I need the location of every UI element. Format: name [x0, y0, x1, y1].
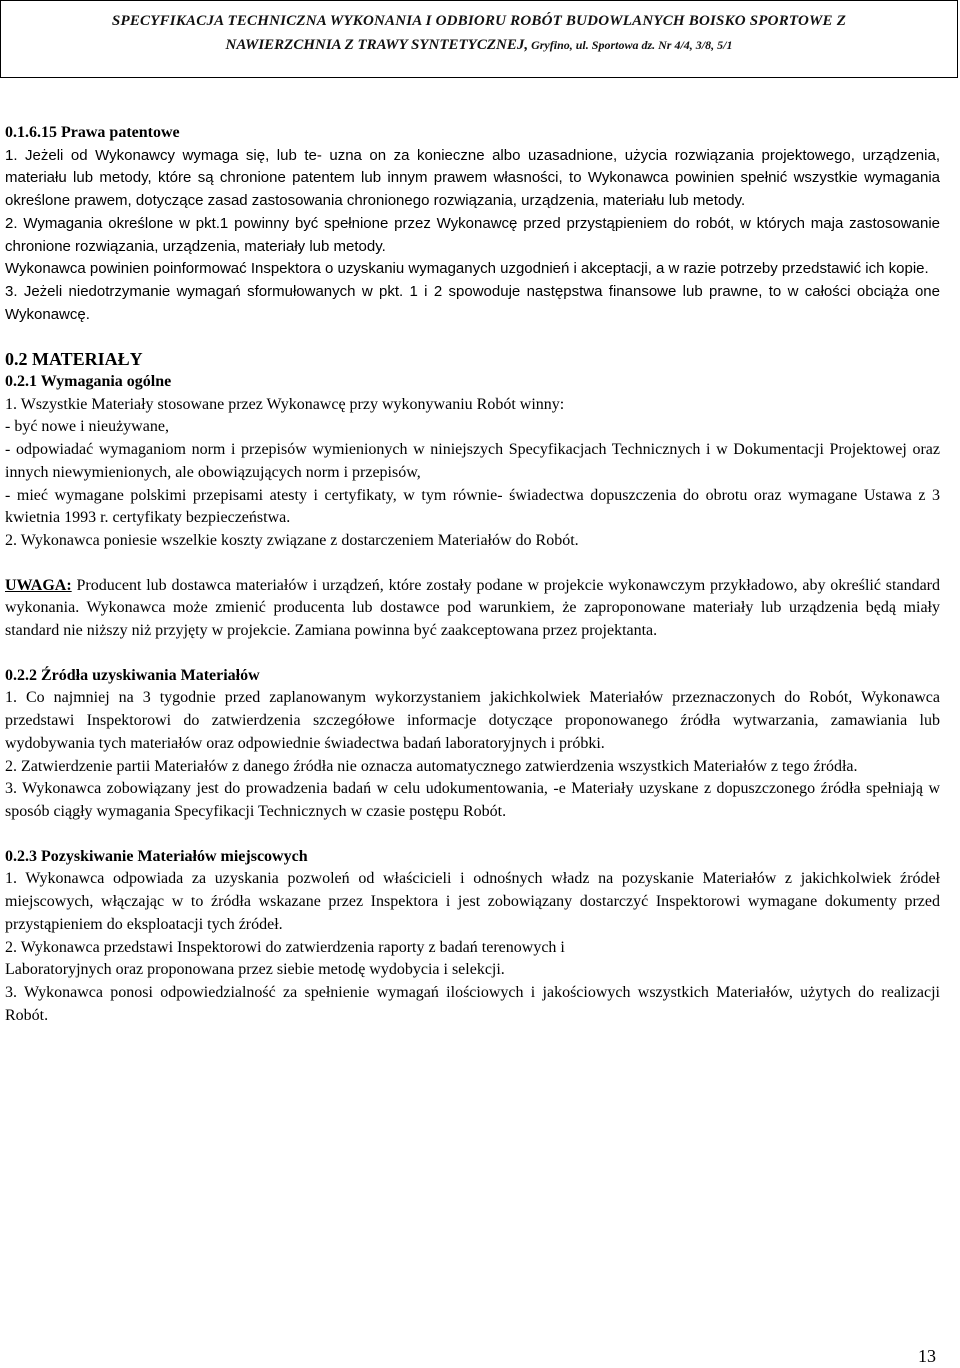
header-line-2-main: NAWIERZCHNIA Z TRAWY SYNTETYCZNEJ,	[225, 37, 529, 53]
section-heading-sources: 0.2.2 Źródła uzyskiwania Materiałów	[5, 666, 260, 684]
uwaga-text: Producent lub dostawca materiałów i urządzeń, które zostały podane w projekcie wykonawczym przykładowo, aby określić standard wykonania. Wykonawca może zmienić producenta lub dostawce pod warunkiem, że zaproponowane materiały lub urządzenia będą miały standard nie niższy niż przyjęty w projekcie. Zamiana powinna być zaakceptowana przez projektanta.	[5, 576, 940, 640]
uwaga-paragraph	[5, 575, 940, 643]
local-paragraph-1: 1. Wykonawca odpowiada za uzyskania pozwoleń od właścicieli i odnośnych władz na pozyskanie Materiałów z jakichkolwiek źródeł miejscowych, włączając w to źródła wskazane przez Inspektora i jest zobowiązany dostarczyć Inspektorowi wymagane dokumenty przed przystąpieniem do eksploatacji tych źródeł.	[5, 870, 940, 933]
local-paragraph-2b: Laboratoryjnych oraz proponowana przez siebie metodę wydobycia i selekcji.	[5, 961, 505, 979]
section-heading-local-materials: 0.2.3 Pozyskiwanie Materiałów miejscowych	[5, 847, 308, 865]
general-paragraph-1: 1. Wszystkie Materiały stosowane przez Wykonawcę przy wykonywaniu Robót winny:	[5, 395, 565, 413]
patents-paragraph-4: 3. Jeżeli niedotrzymanie wymagań sformułowanych w pkt. 1 i 2 spowoduje następstwa finansowe lub prawne, to w całości obciąża one Wykonawcę.	[5, 282, 940, 323]
header-line-2	[1, 37, 957, 54]
sources-paragraph-3: 3. Wykonawca zobowiązany jest do prowadzenia badań w celu udokumentowania, -e Materiały uzyskane z dopuszczonego źródła spełniają w sposób ciągły wymagania Specyfikacji Technicznych w czasie postępu Robót.	[5, 780, 940, 820]
general-paragraph-2: - być nowe i nieużywane,	[5, 418, 169, 436]
section-heading-materials: 0.2 MATERIAŁY	[5, 349, 143, 370]
page-number: 13	[918, 1346, 936, 1366]
general-paragraph-5: 2. Wykonawca poniesie wszelkie koszty związane z dostarczeniem Materiałów do Robót.	[5, 531, 579, 549]
patents-paragraph-2: 2. Wymagania określone w pkt.1 powinny być spełnione przez Wykonawcę przed przystąpieniem do robót, w których maja zastosowanie chronione rozwiązania, urządzenia, materiały lub metody.	[5, 214, 940, 255]
patents-paragraph-1: 1. Jeżeli od Wykonawcy wymaga się, lub te- uzna on za konieczne albo uzasadnione, użycia rozwiązania projektowego, urządzenia, materiału lub metody, które są chronione patentem lub innym prawem własności, to Wykonawca powinien spełnić wszystkie wymagania określone prawem, dotyczące zasad zastosowania chronionego rozwiązania, urządzenia, materiału lub metody.	[5, 146, 940, 210]
patents-paragraph-3: Wykonawca powinien poinformować Inspektora o uzyskaniu wymaganych uzgodnień i akceptacji, a w razie potrzeby przedstawić ich kopie.	[5, 260, 929, 278]
document-body	[5, 122, 940, 1027]
header-line-1: SPECYFIKACJA TECHNICZNA WYKONANIA I ODBIORU ROBÓT BUDOWLANYCH BOISKO SPORTOWE Z	[111, 13, 847, 29]
general-paragraph-3: - odpowiadać wymaganiom norm i przepisów wymienionych w niniejszych Specyfikacjach Technicznych i w Dokumentacji Projektowej oraz innych niewymienionych, ale obowiązujących norm i przepisów,	[5, 441, 940, 481]
general-paragraph-4: - mieć wymagane polskimi przepisami atesty i certyfikaty, w tym równie- świadectwa dopuszczenia do obrotu oraz wymagane Ustawa z 3 kwietnia 1993 r. certyfikaty bezpieczeństwa.	[5, 486, 940, 527]
section-heading-patents: 0.1.6.15 Prawa patentowe	[5, 124, 180, 141]
local-paragraph-2a: 2. Wykonawca przedstawi Inspektorowi do zatwierdzenia raporty z badań terenowych i	[5, 938, 565, 956]
uwaga-label: UWAGA:	[5, 576, 72, 594]
header-line-2-location: Gryfino, ul. Sportowa dz. Nr 4/4, 3/8, 5/1	[528, 38, 733, 52]
local-paragraph-3: 3. Wykonawca ponosi odpowiedzialność za spełnienie wymagań ilościowych i jakościowych wszystkich Materiałów, użytych do realizacji Robót.	[5, 983, 940, 1024]
sources-paragraph-1: 1. Co najmniej na 3 tygodnie przed zaplanowanym wykorzystaniem jakichkolwiek Materiałów przeznaczonych do Robót, Wykonawca przedstawi Inspektorowi do zatwierdzenia szczegółowe informacje dotyczące proponowanego źródła wytwarzania, zamawiania lub wydobywania tych materiałów oraz odpowiednie świadectwa badań laboratoryjnych i próbki.	[5, 689, 940, 752]
section-heading-general-requirements: 0.2.1 Wymagania ogólne	[5, 373, 172, 391]
sources-paragraph-2: 2. Zatwierdzenie partii Materiałów z danego źródła nie oznacza automatycznego zatwierdzenia wszystkich Materiałów z tego źródła.	[5, 757, 858, 775]
document-header	[0, 0, 958, 78]
